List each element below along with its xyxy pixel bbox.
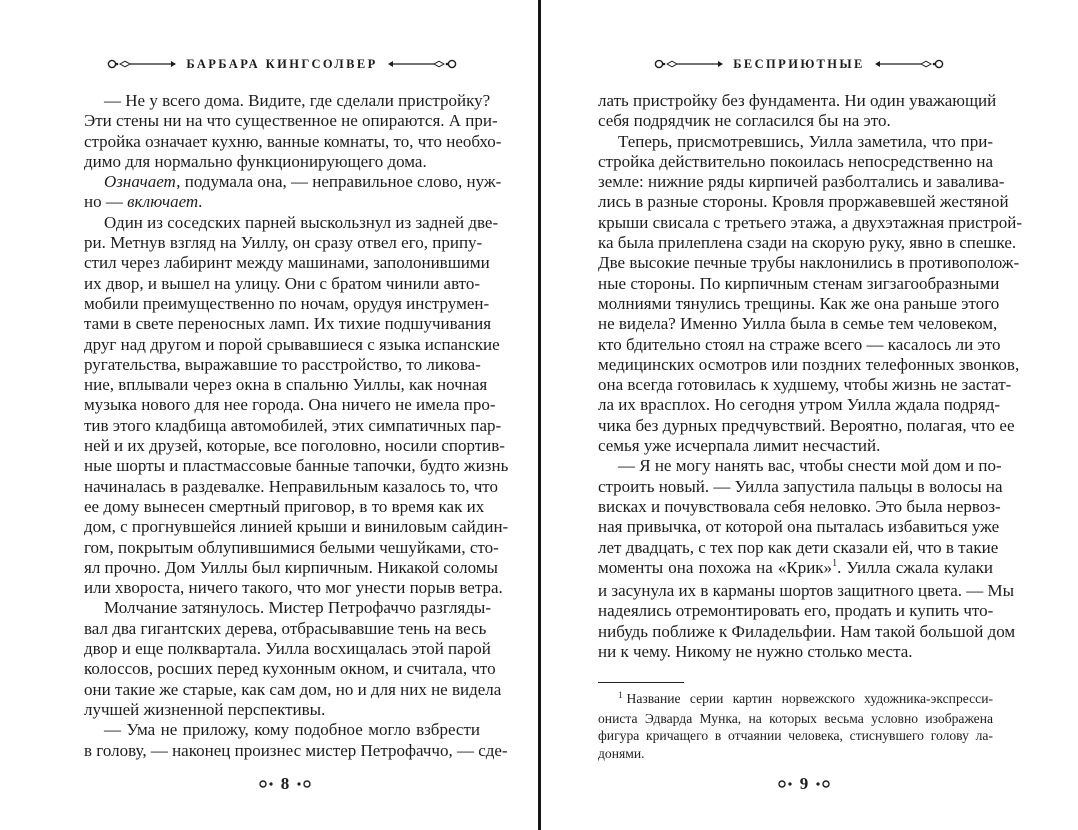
text-line: кто бдительно стоял на страже всего — касалось ли это [598, 334, 1001, 354]
ornament-left-icon [653, 58, 725, 70]
text-line: ял прочно. Дом Уиллы был кирпичным. Никакой соломы [84, 557, 498, 577]
text-line: ри. Метнув взгляд на Уиллу, он сразу отвел его, припу- [84, 233, 483, 253]
footnote-line: ониста Эдварда Мунка, на которых весьма условно изображена [598, 710, 993, 726]
text-line: медицинских осмотров или поздних телефонных звонков, [598, 354, 1020, 374]
folio-ornament-right-icon [293, 779, 311, 789]
ornament-right-icon [873, 58, 945, 70]
text-line: крыши свисала с третьего этажа, а двухэтажная пристрой- [598, 212, 1023, 232]
text-line: гом, покрытым облупившимися белыми чешуйками, сто- [84, 537, 499, 557]
folio-ornament-left-icon [778, 779, 796, 789]
text-line: Один из соседских парней выскользнул из задней две- [104, 212, 499, 232]
text-line: не видела? Именно Уилла была в семье тем человеком, [598, 314, 998, 334]
text-line: музыка нового для нее города. Она ничего не имела про- [84, 395, 496, 415]
text-line [598, 558, 993, 581]
text-line: ее дому вынесен смертный приговор, в то время как их [84, 496, 485, 516]
footnote-rule [598, 682, 684, 683]
text-line: тив этого кладбища автомобилей, этих симпатичных пар- [84, 415, 502, 435]
text-line: их двор, и вышел на улицу. Они с братом чинили авто- [84, 273, 481, 293]
text-line: земле: нижние ряды кирпичей разболтались и завалива- [598, 172, 1005, 192]
text-line: или хвороста, ничего такого, что мог унести порыв ветра. [84, 578, 503, 598]
text-line: ные стороны. По кирпичным стенам зигзагообразными [598, 273, 1000, 293]
running-head-title: БЕСПРИЮТНЫЕ [733, 57, 865, 71]
text-line: стил через лабиринт между машинами, заполонившими [84, 253, 490, 273]
text-line: и засунула их в карманы шортов защитного цвета. — Мы [598, 581, 1015, 601]
text-line: двор и еще полквартала. Уилла восхищалась этой парой [84, 639, 491, 659]
text-fragment: но — [84, 192, 128, 212]
footnote [598, 690, 993, 762]
text-line: в голову, — наконец произнес мистер Петрофаччо, — сде- [84, 740, 508, 760]
text-line: семья уже исчерпала лимит несчастий. [598, 436, 881, 456]
text-line: — Ума не приложу, кому подобное могло взбрести [104, 720, 480, 740]
text-line: Молчание затянулось. Мистер Петрофаччо разгляды- [104, 598, 492, 618]
text-line [84, 192, 480, 212]
text-fragment: моменты она похожа на «Крик» [598, 557, 833, 577]
text-line: мобили преимущественно по ночам, орудуя инструмен- [84, 293, 490, 313]
text-line: начиналась в раздевалке. Неправильным казалось то, что [84, 476, 498, 496]
text-line [84, 172, 502, 192]
text-line: строить новый. — Уилла запустила пальцы в волосы на [598, 476, 1003, 496]
page-number: 8 [280, 774, 290, 793]
text-line: нибудь поближе к Филадельфии. Нам такой большой дом [598, 621, 1016, 641]
text-line: стройка означает кухню, ванные комнаты, то, что необхо- [84, 131, 502, 151]
left-running-head [104, 55, 460, 73]
text-line: дом, с прогнувшейся линией крыши и виниловым сайдин- [84, 517, 509, 537]
text-line: ные шорты и пластмассовые банные тапочки, будто жизнь [84, 456, 509, 476]
text-line: Эти стены ни на что существенное не опираются. А при- [84, 111, 498, 131]
text-fragment: . Уилла сжала кулаки [837, 557, 994, 577]
footnote-line [598, 690, 993, 710]
footnote-line: фигура кричащего в отчаянии человека, стиснувшего голову ла- [598, 728, 993, 744]
page-number: 9 [799, 774, 809, 793]
text-line: тами в свете переносных ламп. Их тихие подшучивания [84, 314, 492, 334]
footnote-reference[interactable]: 1 [832, 557, 838, 569]
text-line: лись в разные стороны. Кровля проржавевшей жестяной [598, 192, 1009, 212]
folio-ornament-right-icon [812, 779, 830, 789]
text-line: димо для нормально функционирующего дома. [84, 151, 427, 171]
left-page [0, 0, 538, 830]
text-line: молниями тянулись трещины. Как же она раньше этого [598, 293, 1000, 313]
text-line: стройка действительно покоилась непосредственно на [598, 151, 993, 171]
text-fragment: подумала она, — неправильное слово, нуж- [180, 172, 502, 192]
text-line: лать пристройку без фундамента. Ни один уважающий [598, 91, 997, 110]
text-line: ка была прилеплена сзади на скорую руку, явно в спешке. [598, 233, 1017, 253]
italic-word: Означает, [104, 172, 181, 192]
running-head-title: БАРБАРА КИНГСОЛВЕР [186, 57, 378, 71]
text-line: ная привычка, от которой она пыталась избавиться уже [598, 517, 1000, 537]
right-page [541, 0, 1078, 830]
text-line: ней и их друзей, которые, все поголовно, носили спортив- [84, 436, 505, 456]
text-line: лет двадцать, с тех пор как дети сказали ей, что в такие [598, 537, 999, 557]
text-fragment: Название серии картин норвежского художника-экспресси- [626, 691, 993, 706]
text-line: Две высокие печные трубы наклонились в противополож- [598, 253, 1020, 273]
footnote-line: донями. [598, 745, 645, 761]
text-line: лучшей жизненной перспективы. [84, 699, 326, 719]
ornament-right-icon [386, 58, 458, 70]
text-line: колоссов, росших перед кухонным окном, и считала, что [84, 659, 496, 679]
text-line: Теперь, присмотревшись, Уилла заметила, что при- [618, 131, 993, 151]
text-line: надеялись отремонтировать его, продать и купить что- [598, 601, 994, 621]
folio-ornament-left-icon [259, 779, 277, 789]
text-line: она всегда готовилась к худшему, чтобы жизнь не застат- [598, 375, 1012, 395]
text-line: ние, вплывали через окна в спальню Уиллы, как ночная [84, 375, 488, 395]
text-line: ни к чему. Никому не нужно столько места. [598, 642, 913, 662]
right-running-head [649, 55, 949, 73]
right-body-text [598, 91, 1023, 662]
footnote-marker: 1 [618, 690, 623, 700]
text-line: ругательства, выражавшие то расстройство, то ликова- [84, 354, 481, 374]
text-line: висках и почувствовала себя неловко. Это была нервоз- [598, 496, 1001, 516]
text-line: чика без дурных предчувствий. Вероятно, полагая, что ее [598, 415, 1015, 435]
text-line: вал два гигантских дерева, отбрасывавшие тень на весь [84, 618, 487, 638]
left-body-text [84, 91, 509, 761]
text-line: себя подрядчик не согласился бы на это. [598, 111, 891, 131]
text-line: — Я не могу нанять вас, чтобы снести мой дом и по- [618, 456, 1002, 476]
text-line: они такие же старые, как сам дом, но и для них не видела [84, 679, 502, 699]
ornament-left-icon [106, 58, 178, 70]
italic-word: включает [127, 192, 199, 212]
text-line: друг над другом и порой срывавшиеся с языка испанские [84, 334, 500, 354]
text-fragment: . [198, 192, 203, 212]
left-page-number [240, 773, 330, 795]
text-line: ла их врасплох. Но сегодня утром Уилла ждала подряд- [598, 395, 1001, 415]
text-line: — Не у всего дома. Видите, где сделали пристройку? [104, 91, 491, 110]
right-page-number [759, 773, 849, 795]
